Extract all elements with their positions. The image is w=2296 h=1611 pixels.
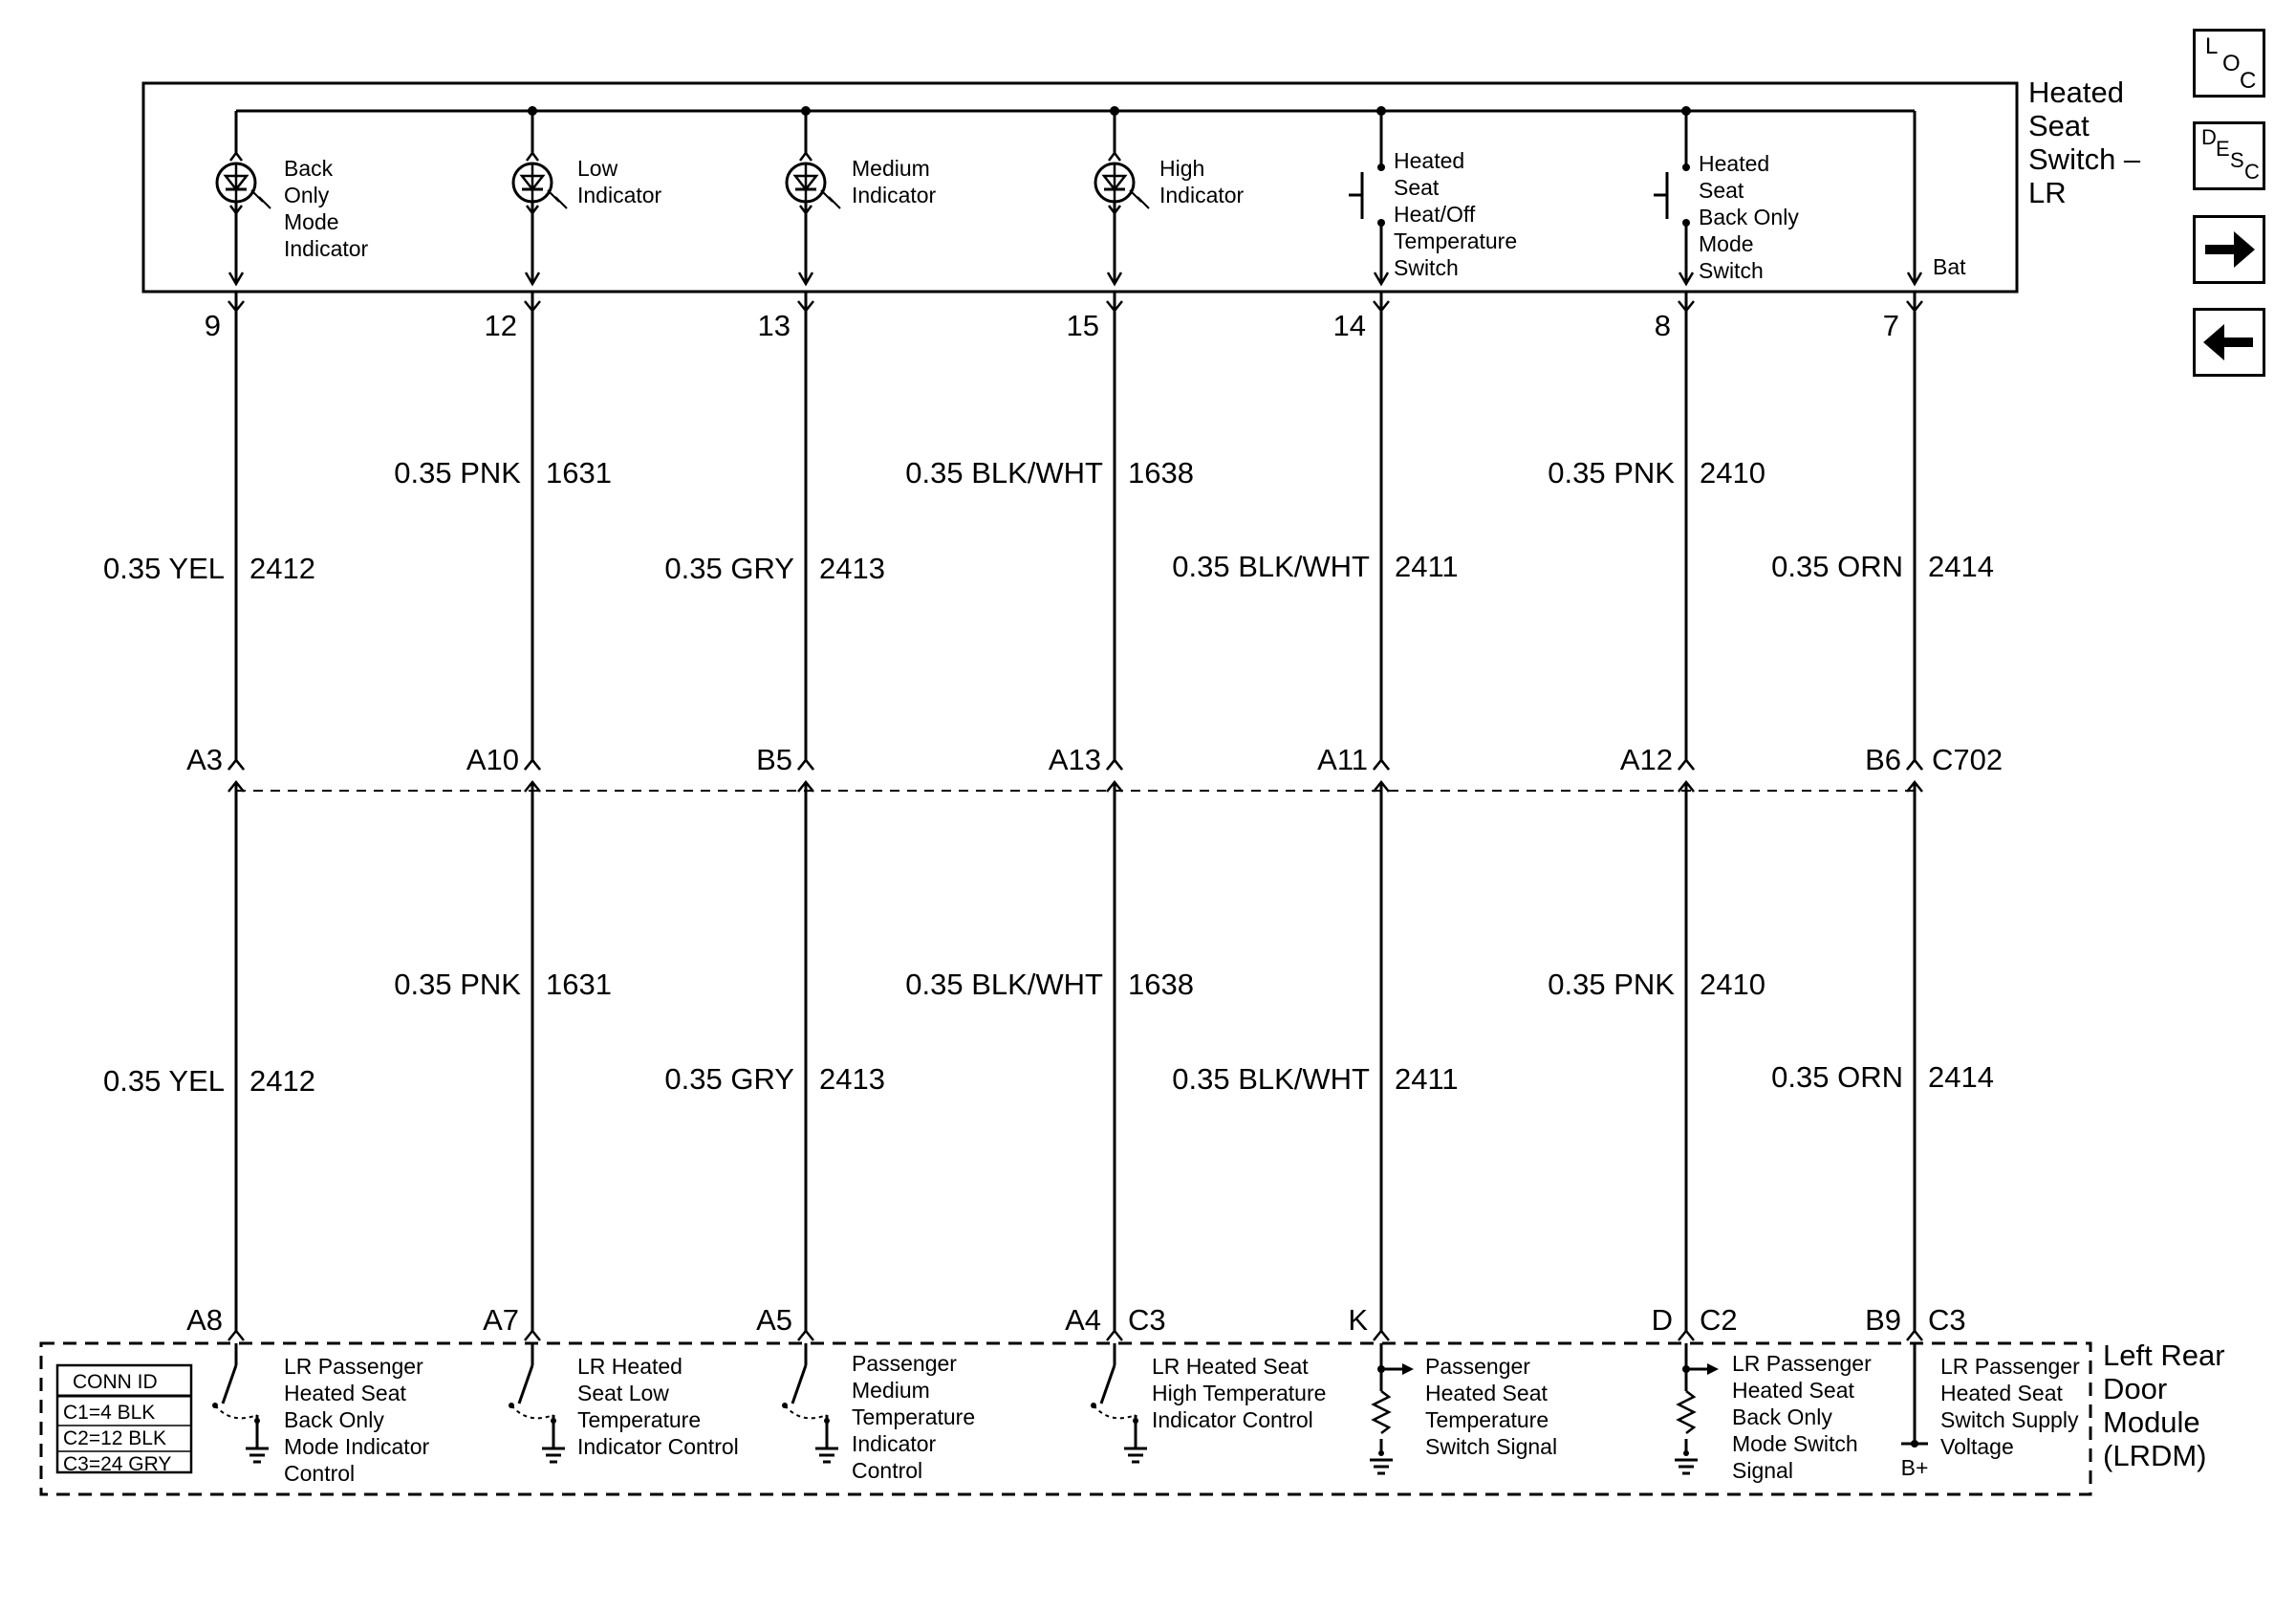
conn-id-row: C1=4 BLK xyxy=(63,1402,156,1424)
light-ray-icon xyxy=(1137,197,1149,208)
driver-actuation-link xyxy=(511,1405,553,1418)
module-function-label: LR Passenger xyxy=(1732,1351,1872,1376)
resistor-icon xyxy=(1679,1391,1694,1433)
module-pin-b9: B9 xyxy=(1865,1303,1901,1337)
module-function-label: High Temperature xyxy=(1152,1381,1327,1405)
module-function-label: Back Only xyxy=(1732,1404,1832,1429)
module-function-label: Control xyxy=(852,1458,923,1483)
module-function-label: Switch Signal xyxy=(1425,1434,1558,1459)
driver-switch-blade xyxy=(792,1365,806,1404)
c702-pin-b6: B6 xyxy=(1865,743,1901,776)
c702-terminal-2 xyxy=(525,760,540,770)
c702-terminal-3 xyxy=(798,760,813,770)
light-ray-icon xyxy=(829,197,840,208)
resistor-ground-dot xyxy=(1683,1450,1689,1456)
switch-contact-top xyxy=(1377,163,1385,171)
switch-title-line: Switch – xyxy=(2028,142,2141,176)
module-connector-c2: C2 xyxy=(1700,1303,1738,1337)
module-function-label: Back Only xyxy=(284,1407,384,1432)
switch-label-mode: Mode xyxy=(1699,231,1754,256)
circuit-number-upper: 2412 xyxy=(249,552,315,585)
right-arrow-icon xyxy=(2196,218,2263,281)
switch-label-switch: Switch xyxy=(1699,258,1764,283)
indicator-arrow-in xyxy=(800,153,812,161)
switch-label-medium: Medium xyxy=(852,156,930,181)
circuit-number-upper: 2410 xyxy=(1700,456,1765,490)
terminal-chevron-3 xyxy=(798,1331,813,1340)
module-function-label: Medium xyxy=(852,1378,930,1403)
module-function-label: Switch Supply xyxy=(1940,1407,2079,1432)
circuit-number-upper: 1631 xyxy=(546,456,612,490)
c702-pin-a10: A10 xyxy=(466,743,519,776)
switch-label-seat: Seat xyxy=(1394,175,1440,200)
driver-switch-blade xyxy=(1101,1365,1115,1404)
conn-id-title: CONN ID xyxy=(73,1371,158,1393)
circuit-number-lower: 2414 xyxy=(1928,1060,1994,1094)
switch-title-line: Heated xyxy=(2028,76,2124,109)
c702-pin-a3: A3 xyxy=(186,743,223,776)
light-ray-icon xyxy=(259,197,271,208)
supply-label-bplus: B+ xyxy=(1900,1455,1929,1480)
switch-label-bat: Bat xyxy=(1933,254,1966,279)
switch-pin-15: 15 xyxy=(1066,309,1099,342)
conn-id-row: C3=24 GRY xyxy=(63,1453,172,1475)
desc-letter-e: E xyxy=(2216,137,2230,161)
c702-terminal-6 xyxy=(1679,760,1694,770)
c702-terminal-1 xyxy=(228,760,244,770)
switch-pin-13: 13 xyxy=(757,309,791,342)
wire-color-upper: 0.35 BLK/WHT xyxy=(905,456,1103,490)
switch-label-high: High xyxy=(1159,156,1205,181)
switch-label-indicator: Indicator xyxy=(577,183,662,207)
desc-letter-c: C xyxy=(2244,160,2260,184)
module-title-line: (LRDM) xyxy=(2103,1439,2207,1472)
module-function-label: Indicator xyxy=(852,1431,937,1456)
resistor-icon xyxy=(1374,1391,1389,1433)
circuit-number-lower: 2413 xyxy=(819,1062,885,1096)
module-function-label: Mode Switch xyxy=(1732,1431,1858,1456)
wire-color-upper: 0.35 GRY xyxy=(664,552,794,585)
wire-color-upper: 0.35 PNK xyxy=(394,456,521,490)
switch-label-back: Back xyxy=(284,156,334,181)
left-arrow-icon xyxy=(2196,311,2263,374)
terminal-chevron-5 xyxy=(1374,1331,1389,1340)
driver-ground-contact xyxy=(1133,1418,1138,1424)
circuit-number-lower: 1631 xyxy=(546,968,612,1001)
module-function-label: LR Passenger xyxy=(1940,1354,2080,1379)
switch-pin-12: 12 xyxy=(484,309,517,342)
circuit-number-upper: 2413 xyxy=(819,552,885,585)
c702-terminal-5 xyxy=(1374,760,1389,770)
module-function-label: LR Heated Seat xyxy=(1152,1354,1309,1379)
module-function-label: Heated Seat xyxy=(1940,1381,2063,1405)
circuit-number-lower: 2410 xyxy=(1700,968,1765,1001)
module-function-label: LR Passenger xyxy=(284,1354,423,1379)
circuit-number-lower: 2411 xyxy=(1395,1062,1459,1096)
module-function-label: Heated Seat xyxy=(1732,1378,1854,1403)
module-function-label: Heated Seat xyxy=(1425,1381,1548,1405)
switch-pin-9: 9 xyxy=(204,309,221,342)
module-title-line: Door xyxy=(2103,1372,2168,1405)
module-function-label: Passenger xyxy=(1425,1354,1530,1379)
switch-pin-8: 8 xyxy=(1654,309,1671,342)
switch-pin-7: 7 xyxy=(1882,309,1899,342)
loc-letter-o: O xyxy=(2222,51,2241,76)
switch-label-heat-off: Heat/Off xyxy=(1394,202,1476,227)
c702-terminal-4 xyxy=(1107,760,1122,770)
module-function-label: Indicator Control xyxy=(577,1434,739,1459)
circuit-number-upper: 2411 xyxy=(1395,550,1459,583)
circuit-number-upper: 1638 xyxy=(1128,456,1194,490)
module-function-label: LR Heated xyxy=(577,1354,682,1379)
loc-letter-l: L xyxy=(2205,33,2219,59)
module-title-line: Left Rear xyxy=(2103,1339,2225,1372)
switch-label-indicator: Indicator xyxy=(284,236,369,261)
switch-label-heated: Heated xyxy=(1394,148,1465,173)
desc-button[interactable] xyxy=(2193,121,2265,190)
driver-contact xyxy=(509,1403,514,1408)
desc-letter-d: D xyxy=(2201,125,2217,149)
wire-color-lower: 0.35 PNK xyxy=(394,968,521,1001)
loc-letter-c: C xyxy=(2240,68,2257,94)
switch-title-line: LR xyxy=(2028,176,2067,209)
module-function-label: Signal xyxy=(1732,1458,1793,1483)
c702-terminal-7 xyxy=(1907,760,1922,770)
switch-contact-bot xyxy=(1377,219,1385,227)
module-function-label: Seat Low xyxy=(577,1381,669,1405)
wire-color-lower: 0.35 YEL xyxy=(103,1064,225,1098)
module-pin-k: K xyxy=(1348,1303,1368,1337)
switch-contact-bot xyxy=(1682,219,1690,227)
driver-actuation-link xyxy=(785,1405,827,1418)
module-function-label: Mode Indicator xyxy=(284,1434,430,1459)
light-ray-icon xyxy=(555,197,567,208)
switch-pin-14: 14 xyxy=(1332,309,1366,342)
terminal-chevron-1 xyxy=(228,1331,244,1340)
prev-page-button[interactable] xyxy=(2193,308,2265,377)
circuit-number-lower: 1638 xyxy=(1128,968,1194,1001)
next-page-button[interactable] xyxy=(2193,215,2265,284)
switch-label-low: Low xyxy=(577,156,618,181)
module-function-label: Heated Seat xyxy=(284,1381,406,1405)
indicator-arrow-in xyxy=(527,153,538,161)
switch-label-switch: Switch xyxy=(1394,255,1459,280)
module-function-label: Indicator Control xyxy=(1152,1407,1313,1432)
switch-contact-top xyxy=(1682,163,1690,171)
driver-contact xyxy=(1091,1403,1096,1408)
module-function-label: Temperature xyxy=(1425,1407,1549,1432)
c702-pin-a12: A12 xyxy=(1619,743,1673,776)
signal-arrow-icon xyxy=(1707,1363,1719,1375)
driver-contact xyxy=(212,1403,218,1408)
module-function-label: Passenger xyxy=(852,1351,957,1376)
module-connector-c3: C3 xyxy=(1928,1303,1966,1337)
c702-pin-a13: A13 xyxy=(1048,743,1101,776)
c702-connector-name: C702 xyxy=(1932,743,2004,776)
circuit-number-lower: 2412 xyxy=(249,1064,315,1098)
terminal-chevron-2 xyxy=(525,1331,540,1340)
switch-label-heated: Heated xyxy=(1699,151,1770,176)
module-pin-a7: A7 xyxy=(483,1303,519,1337)
driver-ground-contact xyxy=(551,1418,556,1424)
switch-label-temperature: Temperature xyxy=(1394,229,1518,253)
driver-switch-blade xyxy=(519,1365,532,1404)
switch-label-only: Only xyxy=(284,183,330,207)
terminal-chevron-6 xyxy=(1679,1331,1694,1340)
switch-title-line: Seat xyxy=(2028,109,2090,142)
c702-pin-a11: A11 xyxy=(1317,743,1368,776)
driver-switch-blade xyxy=(223,1365,236,1404)
loc-button[interactable] xyxy=(2193,29,2265,98)
module-connector-c3: C3 xyxy=(1128,1303,1166,1337)
module-pin-a4: A4 xyxy=(1065,1303,1101,1337)
circuit-number-upper: 2414 xyxy=(1928,550,1994,583)
switch-label-back-only: Back Only xyxy=(1699,205,1799,229)
terminal-chevron-4 xyxy=(1107,1331,1122,1340)
module-pin-a5: A5 xyxy=(756,1303,792,1337)
driver-actuation-link xyxy=(1094,1405,1136,1418)
module-pin-a8: A8 xyxy=(186,1303,223,1337)
wire-color-upper: 0.35 PNK xyxy=(1548,456,1675,490)
driver-actuation-link xyxy=(215,1405,257,1418)
module-function-label: Temperature xyxy=(577,1407,702,1432)
wire-color-upper: 0.35 BLK/WHT xyxy=(1172,550,1370,583)
wire-color-lower: 0.35 GRY xyxy=(664,1062,794,1096)
module-function-label: Temperature xyxy=(852,1404,976,1429)
resistor-ground-dot xyxy=(1378,1450,1384,1456)
module-title-line: Module xyxy=(2103,1405,2200,1439)
module-function-label: Control xyxy=(284,1461,356,1486)
module-pin-d: D xyxy=(1651,1303,1673,1337)
desc-letter-s: S xyxy=(2230,148,2244,172)
indicator-arrow-in xyxy=(230,153,242,161)
driver-contact xyxy=(782,1403,788,1408)
c702-pin-b5: B5 xyxy=(756,743,792,776)
switch-label-indicator: Indicator xyxy=(1159,183,1245,207)
wire-color-upper: 0.35 YEL xyxy=(103,552,225,585)
terminal-chevron-7 xyxy=(1907,1331,1922,1340)
wire-color-lower: 0.35 PNK xyxy=(1548,968,1675,1001)
indicator-arrow-in xyxy=(1109,153,1120,161)
driver-ground-contact xyxy=(254,1418,260,1424)
wire-color-lower: 0.35 ORN xyxy=(1771,1060,1903,1094)
switch-label-indicator: Indicator xyxy=(852,183,937,207)
signal-arrow-icon xyxy=(1402,1363,1414,1375)
wire-color-lower: 0.35 BLK/WHT xyxy=(905,968,1103,1001)
conn-id-row: C2=12 BLK xyxy=(63,1427,166,1449)
switch-label-seat: Seat xyxy=(1699,178,1744,203)
wire-color-upper: 0.35 ORN xyxy=(1771,550,1903,583)
wire-color-lower: 0.35 BLK/WHT xyxy=(1172,1062,1370,1096)
driver-ground-contact xyxy=(824,1418,830,1424)
switch-label-mode: Mode xyxy=(284,209,339,234)
module-function-label: Voltage xyxy=(1940,1434,2014,1459)
